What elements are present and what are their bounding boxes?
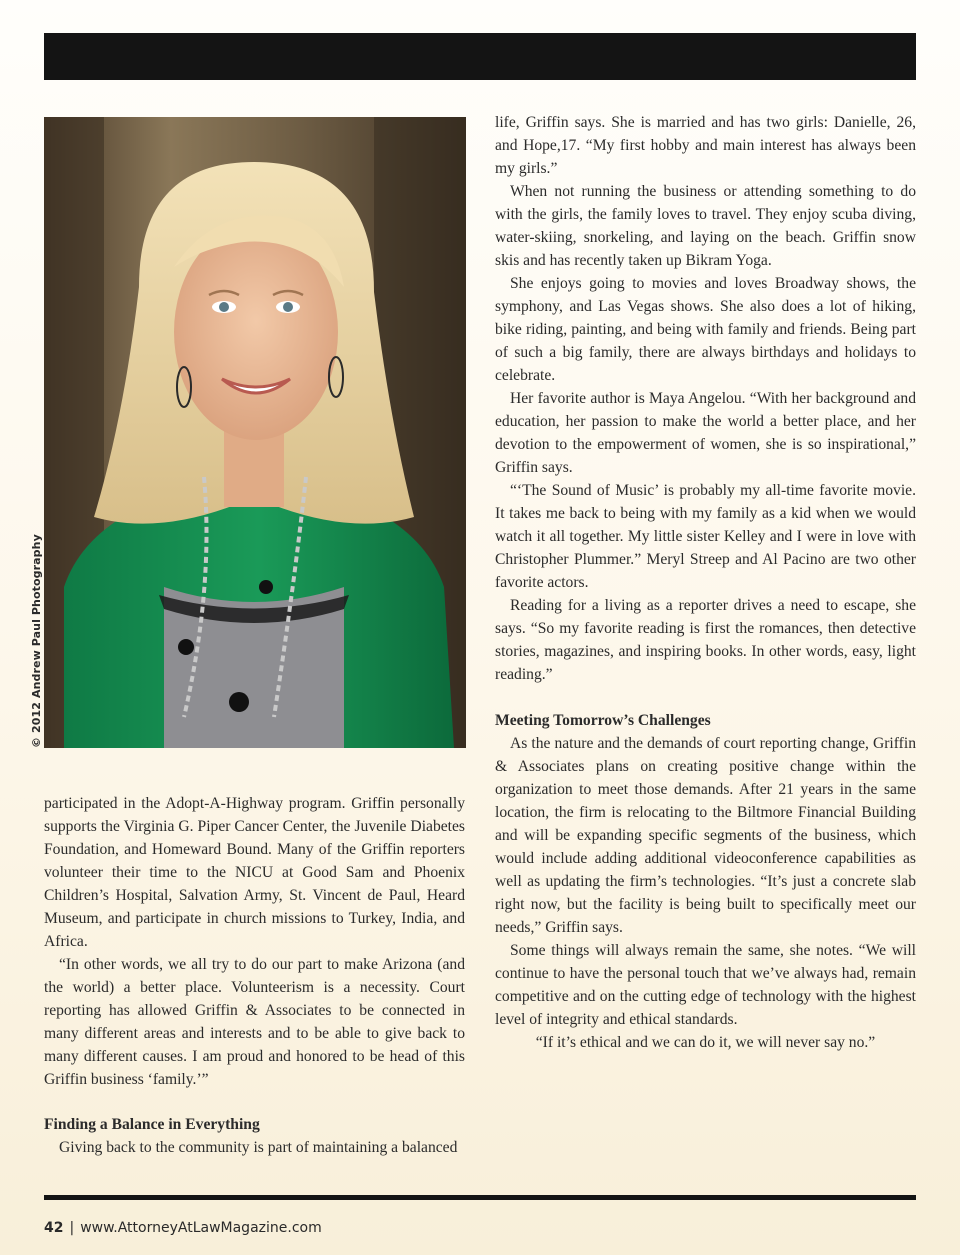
paragraph: “‘The Sound of Music’ is probably my all-time favorite movie. It takes me back to being with my family as a kid when we would watch it all together. My little sister Kelley and I were in love with Christopher Plummer.” Meryl Streep and Al Pacino are two other favorite actors. [495,482,916,591]
paragraph: When not running the business or attending something to do with the girls, the family loves to travel. They enjoy scuba diving, water-skiing, snorkeling, and laying on the beach. Griffin snow skis and has recently taken up Bikram Yoga. [495,183,916,269]
page-number: 42 [44,1220,64,1236]
paragraph: participated in the Adopt-A-Highway program. Griffin personally supports the Virginia G. Piper Cancer Center, the Juvenile Diabetes Foundation, and Homeward Bound. Many of the Griffin reporters volunteer their time to the NICU at Good Sam and Phoenix Children’s Hospital, Salvation Army, St. Vincent de Paul, Heard Museum, and participate in church missions to Turkey, India, and Africa. [44,795,465,950]
closing-quote: “If it’s ethical and we can do it, we will never say no.” [535,1034,876,1051]
portrait-illustration [44,117,466,748]
paragraph: Some things will always remain the same, she notes. “We will continue to have the personal touch that we’ve always had, remain competitive and on the cutting edge of technology with the highest level of integrity and ethical standards. [495,942,916,1028]
section-heading-challenges: Meeting Tomorrow’s Challenges [495,712,711,729]
paragraph: “In other words, we all try to do our part to make Arizona (and the world) a better place. Volunteerism is a necessity. Court reporting has allowed Griffin & Associates to be connected in many different areas and interests and to be able to give back to many different causes. I am proud and honored to be head of this Griffin business ‘family.’” [44,956,465,1088]
page-footer [44,1220,322,1236]
photo-credit: © 2012 Andrew Paul Photography [30,534,43,748]
paragraph: life, Griffin says. She is married and has two girls: Danielle, 26, and Hope,17. “My first hobby and main interest has always been my girls.” [495,114,916,177]
right-column [495,111,916,1054]
section-heading-balance: Finding a Balance in Everything [44,1116,260,1133]
header-bar [44,33,916,80]
paragraph: As the nature and the demands of court reporting change, Griffin & Associates plans on creating positive change within the organization to meet those demands. After 21 years in the same location, the firm is relocating to the Biltmore Financial Building and will be expanding specific segments of the business, which would include adding additional videoconference capabilities as well as updating the firm’s technologies. “It’s just a concrete slab right now, but the facility is being built to specifically meet our needs,” Griffin says. [495,735,916,936]
paragraph: She enjoys going to movies and loves Broadway shows, the symphony, and Las Vegas shows. She also does a lot of hiking, bike riding, painting, and being with family and friends. Being part of such a big family, there are always birthdays and holidays to celebrate. [495,275,916,384]
website-link[interactable]: www.AttorneyAtLawMagazine.com [80,1220,322,1236]
portrait-photo [44,117,466,748]
footer-rule [44,1195,916,1200]
paragraph: Giving back to the community is part of maintaining a balanced [59,1139,458,1156]
paragraph: Her favorite author is Maya Angelou. “With her background and education, her passion to make the world a better place, and her devotion to the empowerment of women, she is so inspirational,” Griffin says. [495,390,916,476]
left-column-bottom [44,1113,465,1159]
footer-separator: | [69,1220,75,1236]
left-column-top [44,792,465,1091]
paragraph: Reading for a living as a reporter drives a need to escape, she says. “So my favorite reading is first the romances, then detective stories, magazines, and inspiring books. In other words, easy, light reading.” [495,597,916,683]
section-spacer [495,686,916,709]
